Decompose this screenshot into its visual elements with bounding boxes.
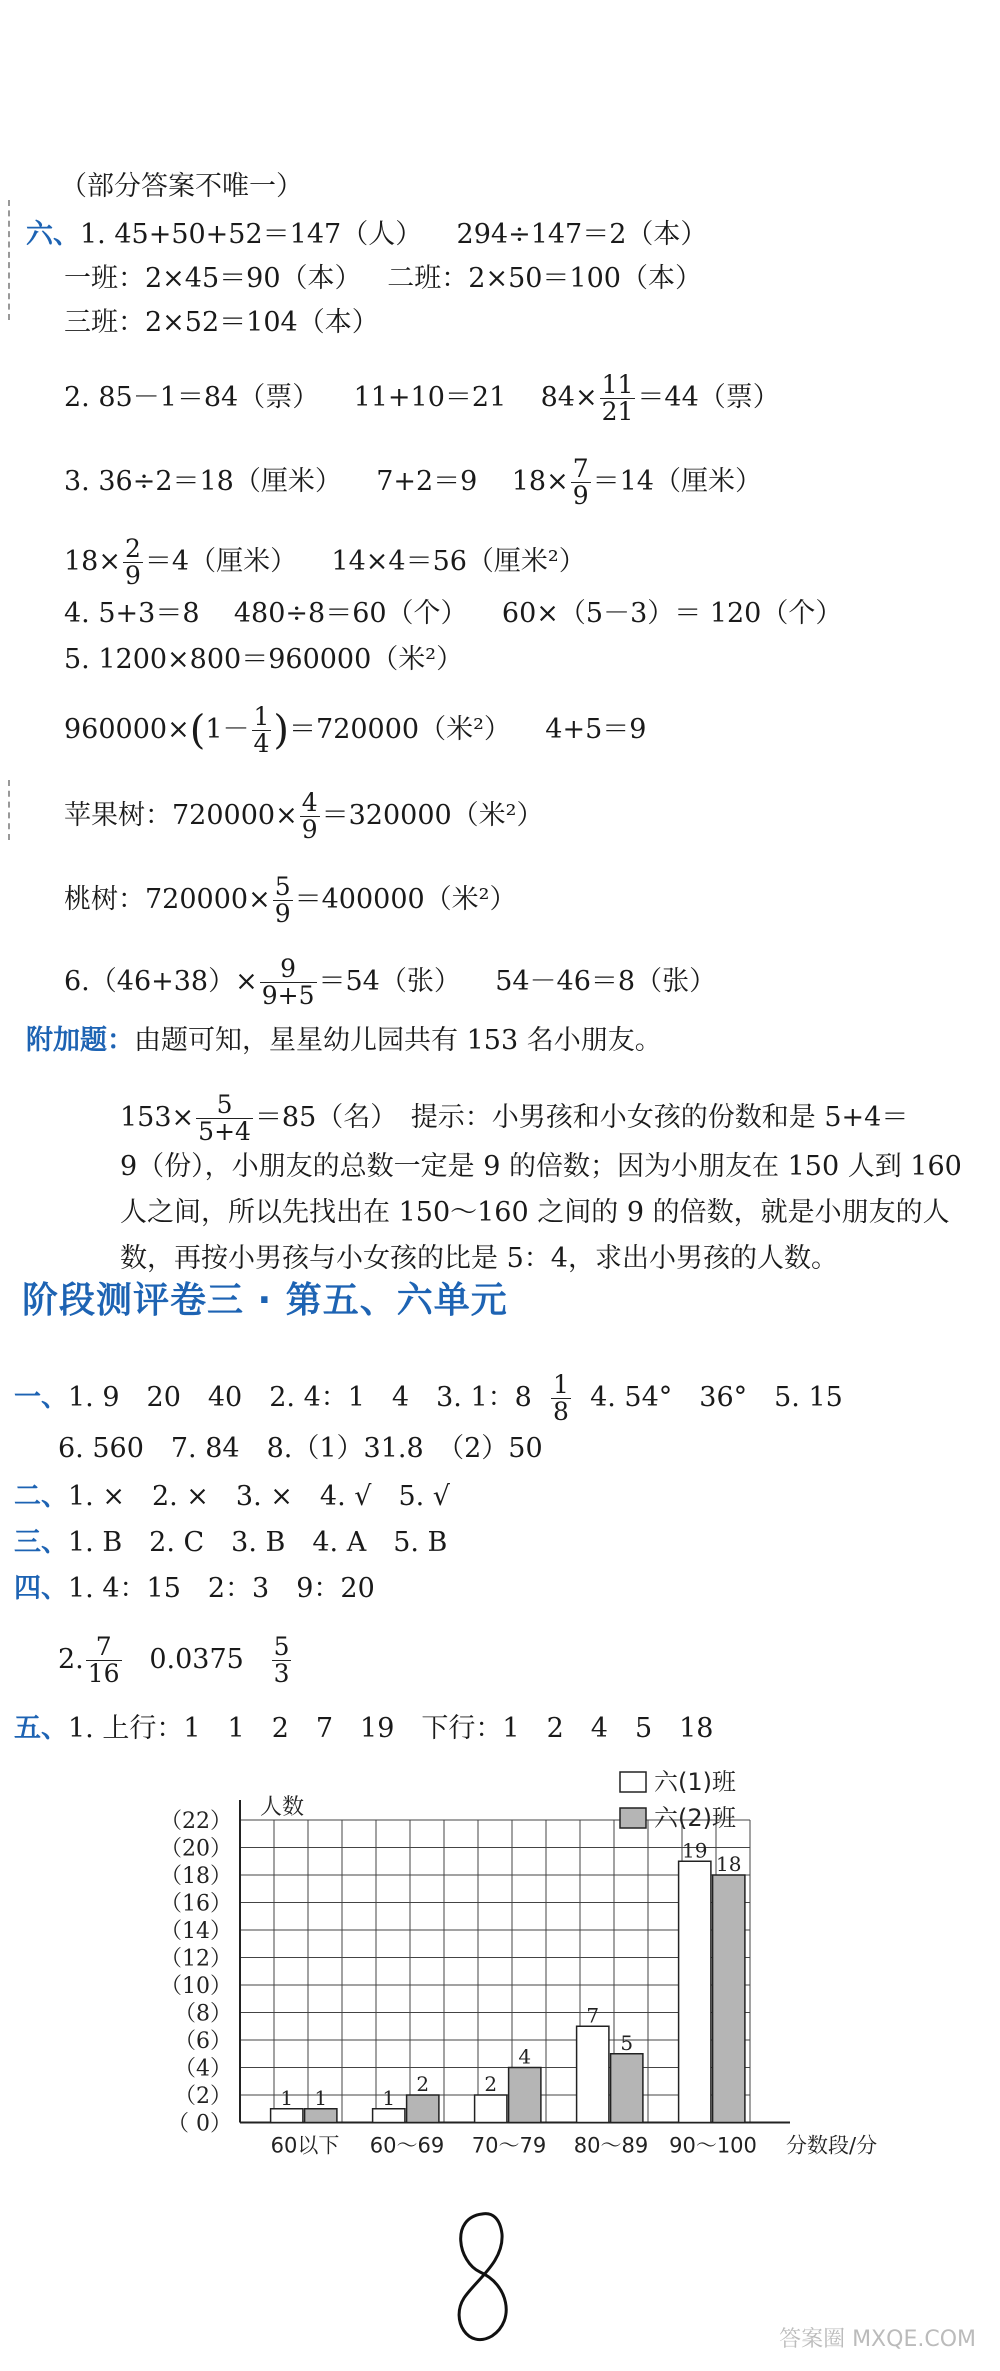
legend-swatch bbox=[620, 1772, 646, 1792]
bar bbox=[475, 2095, 507, 2123]
text: 153× bbox=[120, 1102, 195, 1133]
legend-swatch bbox=[620, 1808, 646, 1828]
paren: ) bbox=[273, 707, 290, 754]
bar bbox=[679, 1861, 711, 2122]
p3-line bbox=[14, 1526, 447, 1560]
section-label: 三、 bbox=[14, 1527, 68, 1558]
denominator: 5+4 bbox=[198, 1117, 251, 1146]
p5-line1 bbox=[14, 1712, 713, 1746]
bonus-line3: 9（份），小朋友的总数一定是 9 的倍数；因为小朋友在 150 人到 160 bbox=[120, 1151, 962, 1182]
p1-line2: 6. 560 7. 84 8.（1）31.8 （2）50 bbox=[58, 1433, 543, 1464]
sec6-q6-line bbox=[64, 956, 716, 1009]
text: ＝4（厘米） bbox=[144, 546, 298, 577]
sec6-q5-line4 bbox=[64, 874, 517, 927]
sec6-q2-line bbox=[64, 372, 780, 425]
bar-value-label: 1 bbox=[382, 2085, 396, 2110]
text: 6.（46+38）× bbox=[64, 966, 258, 997]
numerator: 7 bbox=[86, 1634, 122, 1661]
text: 1. B 2. C 3. B 4. A 5. B bbox=[68, 1527, 448, 1558]
p1-line1 bbox=[14, 1372, 843, 1425]
text: 一班：2×45＝90（本） bbox=[64, 263, 362, 294]
numerator: 1 bbox=[253, 702, 270, 731]
fraction bbox=[551, 1372, 571, 1425]
numerator: 2 bbox=[124, 534, 141, 563]
y-tick-label: （ 0） bbox=[167, 2111, 232, 2137]
denominator: 9 bbox=[274, 899, 291, 928]
fraction bbox=[260, 956, 317, 1009]
text: 二班：2×50＝100（本） bbox=[387, 263, 702, 294]
sec6-q3-line bbox=[64, 456, 762, 509]
bar-value-label: 1 bbox=[280, 2085, 294, 2110]
numerator: 5 bbox=[273, 1632, 290, 1661]
text: ＝400000（米²） bbox=[294, 884, 517, 915]
bonus-line1 bbox=[26, 1024, 662, 1058]
text: 0.0375 bbox=[149, 1644, 244, 1675]
text: 18× bbox=[64, 546, 121, 577]
x-tick-label: 60～69 bbox=[369, 2133, 445, 2158]
text: 1. 上行：1 1 2 7 19 下行：1 2 4 5 18 bbox=[68, 1713, 714, 1744]
note-partial-answers: （部分答案不唯一） bbox=[60, 171, 303, 202]
bar-value-label: 19 bbox=[682, 1838, 708, 1863]
margin-dash bbox=[8, 780, 10, 840]
text: 2. 85－1＝84（票） bbox=[64, 382, 320, 413]
y-tick-label: （22） bbox=[160, 1809, 232, 1834]
text: 1. × 2. × 3. × 4. √ 5. √ bbox=[68, 1481, 450, 1512]
fraction bbox=[600, 372, 636, 425]
text: 11+10＝21 bbox=[353, 382, 507, 413]
fraction bbox=[86, 1634, 122, 1687]
text: 4+5＝9 bbox=[545, 714, 647, 745]
text: 1. 4：15 2：3 9：20 bbox=[68, 1573, 375, 1604]
text: ＝320000（米²） bbox=[321, 800, 544, 831]
bar-value-label: 2 bbox=[416, 2072, 430, 2096]
paren: ( bbox=[189, 707, 206, 754]
text: ＝720000（米²） bbox=[289, 714, 511, 745]
bar-chart bbox=[0, 1760, 1000, 2180]
p2-line bbox=[14, 1480, 450, 1514]
sec6-q5-line2 bbox=[64, 704, 646, 757]
bonus-line2 bbox=[120, 1092, 908, 1145]
text: ＝85（名） 提示：小男孩和小女孩的份数和是 5+4＝ bbox=[254, 1102, 909, 1133]
bar bbox=[509, 2068, 541, 2123]
numerator: 1 bbox=[552, 1370, 569, 1399]
handwritten-mark bbox=[420, 2200, 540, 2350]
fraction bbox=[571, 456, 591, 509]
text: 1－ bbox=[205, 714, 250, 745]
margin-dash bbox=[8, 200, 10, 320]
text: 4. 54° 36° 5. 15 bbox=[590, 1382, 843, 1413]
text: 1. 9 20 40 2. 4：1 4 3. 1：8 bbox=[68, 1382, 532, 1413]
bar bbox=[713, 1875, 745, 2123]
text: 7+2＝9 bbox=[376, 466, 478, 497]
denominator: 9 bbox=[572, 481, 589, 510]
sec6-q1-line2 bbox=[64, 262, 702, 296]
y-tick-label: （14） bbox=[160, 1919, 232, 1944]
denominator: 9 bbox=[124, 561, 141, 590]
x-tick-label: 70～79 bbox=[471, 2133, 547, 2158]
numerator: 5 bbox=[274, 872, 291, 901]
y-tick-label: （6） bbox=[174, 2029, 232, 2054]
fraction bbox=[300, 790, 320, 843]
fraction bbox=[272, 1634, 292, 1687]
section-label: 四、 bbox=[14, 1573, 68, 1604]
y-tick-label: （4） bbox=[174, 2056, 232, 2082]
y-tick-label: （18） bbox=[160, 1864, 232, 1889]
p4-line2 bbox=[58, 1634, 293, 1687]
y-tick-label: （12） bbox=[160, 1946, 232, 1972]
text: 14×4＝56（厘米²） bbox=[331, 546, 586, 577]
text: 苹果树：720000× bbox=[64, 800, 298, 831]
text: 60×（5－3）＝ 120（个） bbox=[501, 598, 843, 629]
bar bbox=[271, 2109, 303, 2123]
text: 桃树：720000× bbox=[64, 884, 271, 915]
text: 由题可知，星星幼儿园共有 153 名小朋友。 bbox=[134, 1025, 662, 1056]
bar bbox=[577, 2026, 609, 2122]
legend-label: 六(1)班 bbox=[654, 1768, 736, 1796]
y-tick-label: （20） bbox=[160, 1836, 232, 1862]
sec6-q4-line bbox=[64, 597, 842, 631]
numerator: 4 bbox=[301, 788, 318, 817]
fraction bbox=[273, 874, 293, 927]
numerator: 11 bbox=[601, 370, 634, 399]
text: 2. bbox=[58, 1644, 84, 1675]
text: ＝54（张） bbox=[318, 966, 461, 997]
x-axis-label: 分数段/分 bbox=[786, 2133, 878, 2158]
fraction bbox=[123, 536, 143, 589]
text: 294÷147＝2（本） bbox=[456, 219, 708, 250]
x-tick-label: 80～89 bbox=[573, 2133, 649, 2158]
bar-value-label: 2 bbox=[484, 2072, 498, 2096]
text: 1. 45+50+52＝147（人） bbox=[80, 219, 423, 250]
text: ＝44（票） bbox=[637, 382, 780, 413]
bar bbox=[305, 2109, 337, 2123]
sec6-q1-line3: 三班：2×52＝104（本） bbox=[64, 307, 379, 338]
denominator: 4 bbox=[253, 729, 270, 758]
section-label: 二、 bbox=[14, 1481, 68, 1512]
bonus-line5: 数，再按小男孩与小女孩的比是 5：4，求出小男孩的人数。 bbox=[120, 1243, 838, 1274]
text: ＝14（厘米） bbox=[592, 466, 762, 497]
x-tick-label: 60以下 bbox=[270, 2133, 340, 2158]
bar-value-label: 1 bbox=[314, 2085, 328, 2110]
sec6-q5-line: 5. 1200×800＝960000（米²） bbox=[64, 644, 464, 675]
section-label: 六、 bbox=[26, 219, 80, 250]
bonus-line4: 人之间，所以先找出在 150～160 之间的 9 的倍数，就是小朋友的人 bbox=[120, 1197, 950, 1228]
denominator: 21 bbox=[601, 397, 634, 426]
y-tick-label: （16） bbox=[160, 1891, 232, 1917]
y-tick-label: （10） bbox=[160, 1974, 232, 1999]
bar-value-label: 5 bbox=[620, 2030, 634, 2055]
text: 84× bbox=[540, 382, 598, 413]
numerator: 9 bbox=[260, 956, 317, 983]
bonus-label: 附加题： bbox=[26, 1025, 134, 1056]
bar-value-label: 4 bbox=[518, 2044, 532, 2069]
bar bbox=[407, 2095, 439, 2123]
denominator: 9+5 bbox=[261, 981, 315, 1010]
text: 3. 36÷2＝18（厘米） bbox=[64, 466, 342, 497]
bar bbox=[611, 2054, 643, 2123]
text: 4. 5+3＝8 bbox=[64, 598, 200, 629]
sec6-q3-line2 bbox=[64, 536, 586, 589]
bar-value-label: 7 bbox=[586, 2003, 600, 2028]
text: 18× bbox=[511, 466, 569, 497]
bar-value-label: 18 bbox=[716, 1852, 742, 1876]
text: 960000× bbox=[64, 714, 190, 745]
section-label: 五、 bbox=[14, 1713, 68, 1744]
sec6-q5-line3 bbox=[64, 790, 544, 843]
section-heading: 阶段测评卷三 · 第五、六单元 bbox=[22, 1280, 508, 1321]
denominator: 8 bbox=[552, 1397, 569, 1426]
watermark: 答案圈 MXQE.COM bbox=[779, 2327, 976, 2352]
p4-line1 bbox=[14, 1572, 375, 1606]
y-tick-label: （8） bbox=[174, 2001, 232, 2027]
bar bbox=[373, 2109, 405, 2123]
section-label: 一、 bbox=[14, 1382, 68, 1413]
x-tick-label: 90～100 bbox=[669, 2133, 757, 2158]
y-tick-label: （2） bbox=[174, 2084, 232, 2109]
sec6-q1-line bbox=[26, 218, 707, 252]
fraction bbox=[252, 704, 272, 757]
numerator: 5 bbox=[196, 1092, 253, 1119]
text: 480÷8＝60（个） bbox=[233, 598, 468, 629]
numerator: 7 bbox=[572, 454, 589, 483]
text: 54－46＝8（张） bbox=[495, 966, 717, 997]
legend-label: 六(2)班 bbox=[654, 1804, 736, 1832]
fraction bbox=[196, 1092, 253, 1145]
denominator: 16 bbox=[87, 1659, 120, 1688]
denominator: 3 bbox=[273, 1659, 290, 1688]
y-axis-label: 人数 bbox=[260, 1795, 305, 1820]
denominator: 9 bbox=[301, 815, 318, 844]
